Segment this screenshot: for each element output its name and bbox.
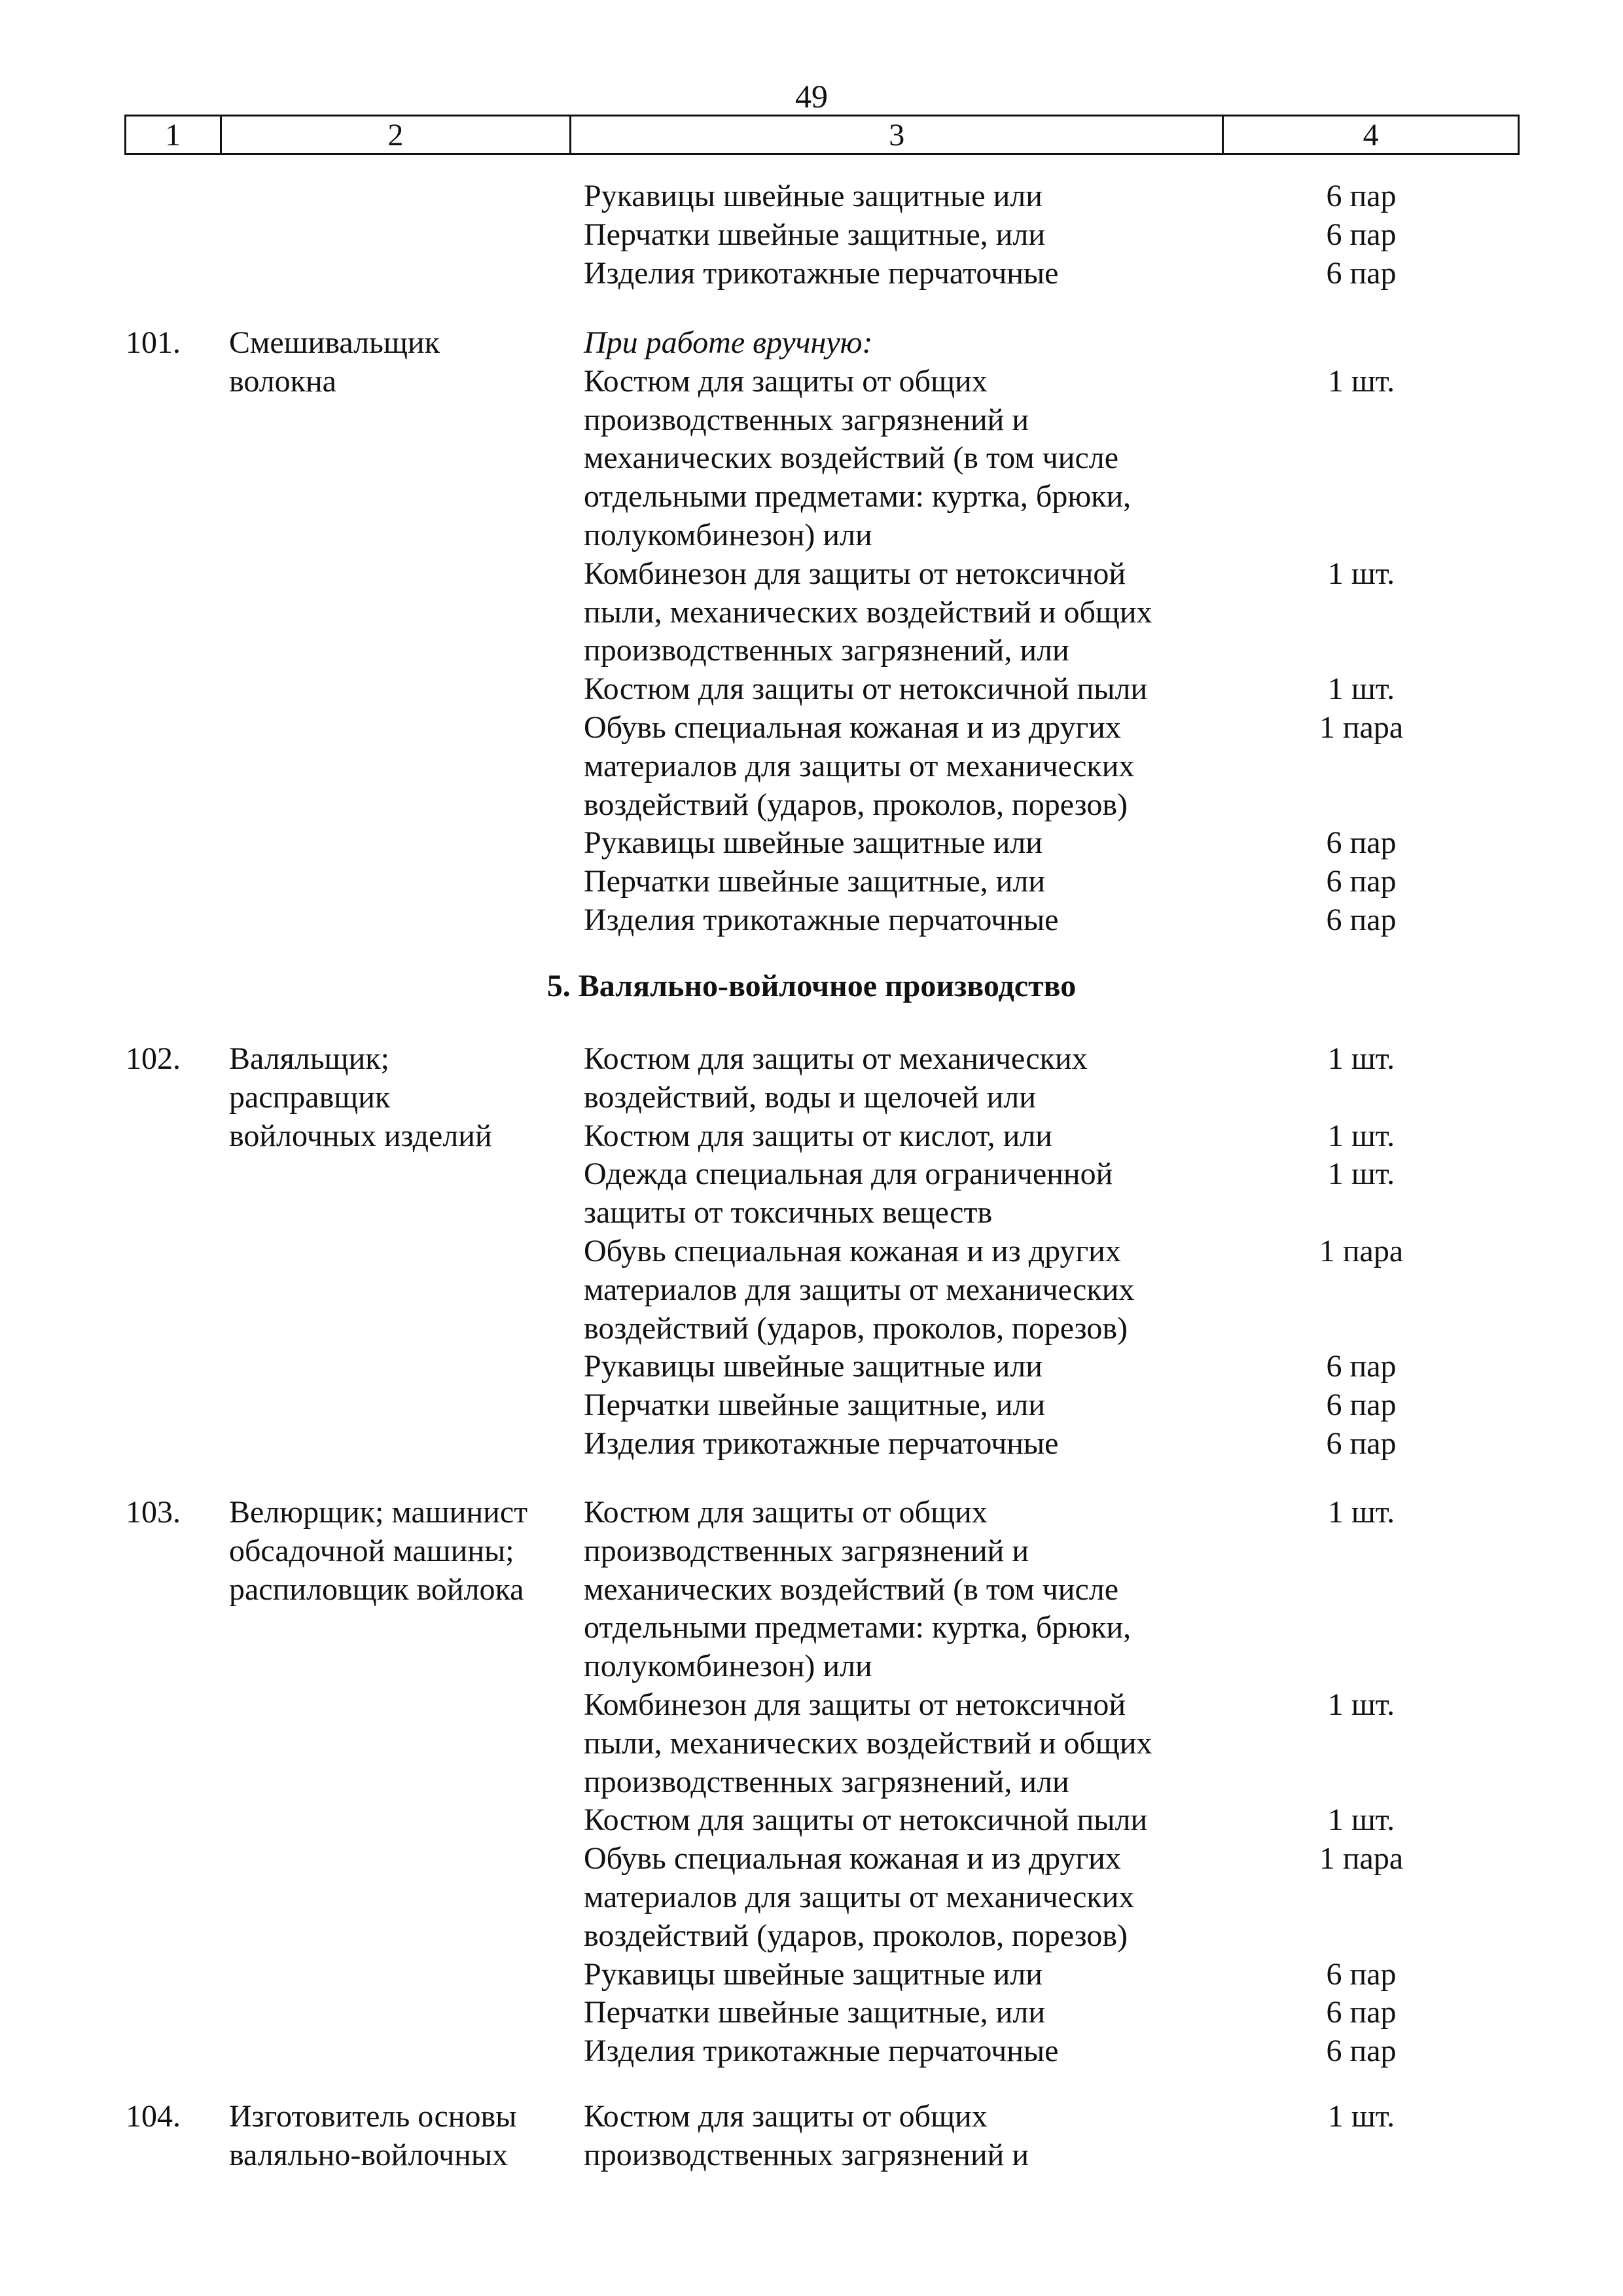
item-qty: 6 пар [1326,1956,1397,1992]
item-qty: 1 шт. [1327,672,1395,707]
item-qty: 1 шт. [1327,556,1395,591]
header-col-1: 1 [126,117,222,153]
header-col-3: 3 [571,117,1224,153]
item-row: Изделия трикотажные перчаточные 6 пар [0,2032,1623,2071]
item-row: Перчатки швейные защитные, или 6 пар [0,1386,1623,1425]
entry-number: 103. [126,1495,181,1530]
work-condition-note: При работе вручную: [584,325,873,360]
item-row: Костюм для защиты от общих производственных загрязнений и механических воздействий (в том числе отдельными предметами: куртка, брюки, полукомбинезон) или 1 шт. [0,363,1623,555]
item-row: Костюм для защиты от кислот, или 1 шт. [0,1117,1623,1156]
entry-number: 102. [126,1041,181,1076]
item-text: Рукавицы швейные защитные или [584,179,1043,213]
item-qty: 6 пар [1326,217,1397,252]
item-qty: 1 шт. [1327,363,1395,399]
item-row [0,216,1623,255]
item-qty: 1 шт. [1327,1157,1395,1192]
item-qty: 6 пар [1326,1388,1397,1423]
page-number: 49 [795,78,828,115]
profession-name: Валяльщик; расправщик войлочных изделий [229,1041,492,1153]
item-qty: 6 пар [1326,825,1397,861]
item-row: Обувь специальная кожаная и из других материалов для защиты от механических воздействий (ударов, проколов, порезов) 1 пара [0,1840,1623,1955]
item-row [0,177,1623,216]
item-row: Перчатки швейные защитные, или 6 пар [0,1994,1623,2032]
item-row: Костюм для защиты от общих производственных загрязнений и механических воздействий (в том числе отдельными предметами: куртка, брюки, полукомбинезон) или 1 шт. [0,1494,1623,1686]
item-qty: 1 шт. [1327,1687,1395,1722]
item-qty: 6 пар [1326,179,1397,213]
item-qty: 1 шт. [1327,2099,1395,2134]
item-text: Перчатки швейные защитные, или [584,217,1045,252]
item-qty: 1 шт. [1327,1041,1395,1076]
item-qty: 6 пар [1326,1995,1397,2030]
section-title: 5. Валяльно-войлочное производство [546,969,1077,1003]
header-col-4: 4 [1363,117,1379,152]
item-row: Рукавицы швейные защитные или 6 пар [0,1348,1623,1386]
item-row: Одежда специальная для ограниченной защиты от токсичных веществ 1 шт. [0,1155,1623,1232]
item-row [0,255,1623,293]
item-qty: 6 пар [1326,902,1397,937]
item-qty: 1 шт. [1327,1495,1395,1530]
item-qty: 1 шт. [1327,1118,1395,1153]
item-row: Обувь специальная кожаная и из других материалов для защиты от механических воздействий (ударов, проколов, порезов) 1 пара [0,709,1623,824]
item-qty: 1 пара [1319,709,1404,745]
profession-name: Изготовитель основы валяльно-войлочных [229,2099,517,2172]
item-row: Рукавицы швейные защитные или 6 пар [0,1956,1623,1994]
item-row: Обувь специальная кожаная и из других материалов для защиты от механических воздействий (ударов, проколов, порезов) 1 пара [0,1232,1623,1348]
item-qty: 1 пара [1319,1841,1404,1876]
entry-number: 101. [126,325,181,360]
item-qty: 6 пар [1326,1426,1397,1461]
item-row: Комбинезон для защиты от нетоксичной пыли, механических воздействий и общих производственных загрязнений, или 1 шт. [0,555,1623,670]
item-row: Рукавицы швейные защитные или 6 пар [0,824,1623,863]
profession-name: Смешивальщик волокна [229,325,440,399]
item-row: Изделия трикотажные перчаточные 6 пар [0,901,1623,940]
item-row: Изделия трикотажные перчаточные 6 пар [0,1425,1623,1463]
item-qty: 6 пар [1326,255,1397,291]
item-row: Костюм для защиты от нетоксичной пыли 1 шт. [0,670,1623,709]
header-col-2: 2 [222,117,572,153]
item-row: Костюм для защиты от механических воздействий, воды и щелочей или 1 шт. [0,1040,1623,1117]
item-qty: 6 пар [1326,864,1397,899]
item-row: Комбинезон для защиты от нетоксичной пыли, механических воздействий и общих производственных загрязнений, или 1 шт. [0,1686,1623,1801]
item-row: Костюм для защиты от нетоксичной пыли 1 шт. [0,1801,1623,1840]
item-row: Костюм для защиты от общих производственных загрязнений и 1 шт. [0,2098,1623,2175]
table-header-row [124,115,1520,155]
profession-name: Велюрщик; машинист обсадочной машины; распиловщик войлока [229,1495,528,1607]
item-qty: 1 шт. [1327,1803,1395,1838]
item-row: Перчатки швейные защитные, или 6 пар [0,863,1623,901]
item-qty: 6 пар [1326,2034,1397,2069]
item-text: Изделия трикотажные перчаточные [584,255,1059,291]
item-qty: 1 пара [1319,1233,1404,1268]
item-qty: 6 пар [1326,1349,1397,1384]
entry-number: 104. [126,2099,181,2134]
